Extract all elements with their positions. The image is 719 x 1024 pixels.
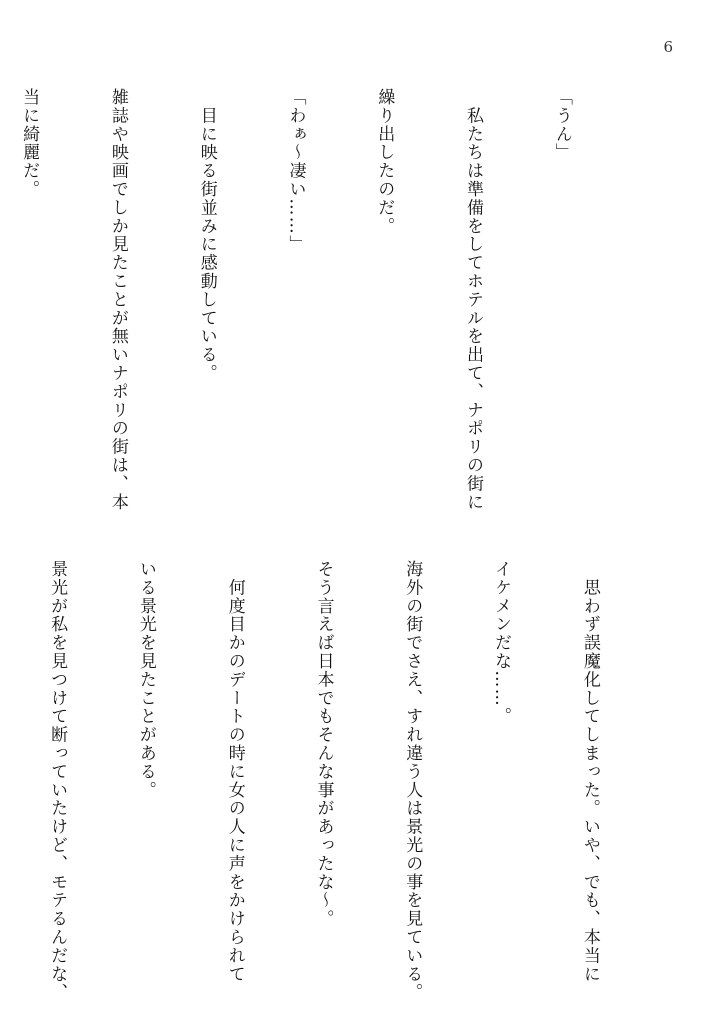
text-block-bottom bbox=[0, 560, 663, 1002]
text-line: そう言えば日本でもそんな事があったな～。 bbox=[313, 560, 334, 928]
text-line: 繰り出したのだ。 bbox=[374, 88, 395, 236]
text-line: イケメンだな……。 bbox=[491, 560, 512, 726]
text-line: 私たちは準備をしてホテルを出て、ナポリの街に bbox=[463, 88, 484, 512]
text-line: 「うん」 bbox=[551, 88, 572, 162]
text-line: 海外の街でさえ、すれ違う人は景光の事を見ている。 bbox=[402, 560, 423, 1002]
text-line: 思わず誤魔化してしまった。いや、でも、本当に bbox=[579, 560, 600, 984]
text-block-top bbox=[0, 88, 635, 512]
text-line: いる景光を見たことがある。 bbox=[135, 560, 156, 800]
page-number: 6 bbox=[663, 38, 673, 56]
text-line: 景光が私を見つけて断っていたけど、モテるんだな、 bbox=[47, 560, 68, 1002]
text-line: 何度目かのデートの時に女の人に声をかけられて bbox=[224, 560, 245, 984]
text-line: 目に映る街並みに感動している。 bbox=[196, 88, 217, 383]
text-line: 「わぁ～凄い……」 bbox=[285, 88, 306, 254]
text-line: 当に綺麗だ。 bbox=[19, 88, 40, 199]
text-line: 雑誌や映画でしか見たことが無いナポリの街は、本 bbox=[107, 88, 128, 512]
